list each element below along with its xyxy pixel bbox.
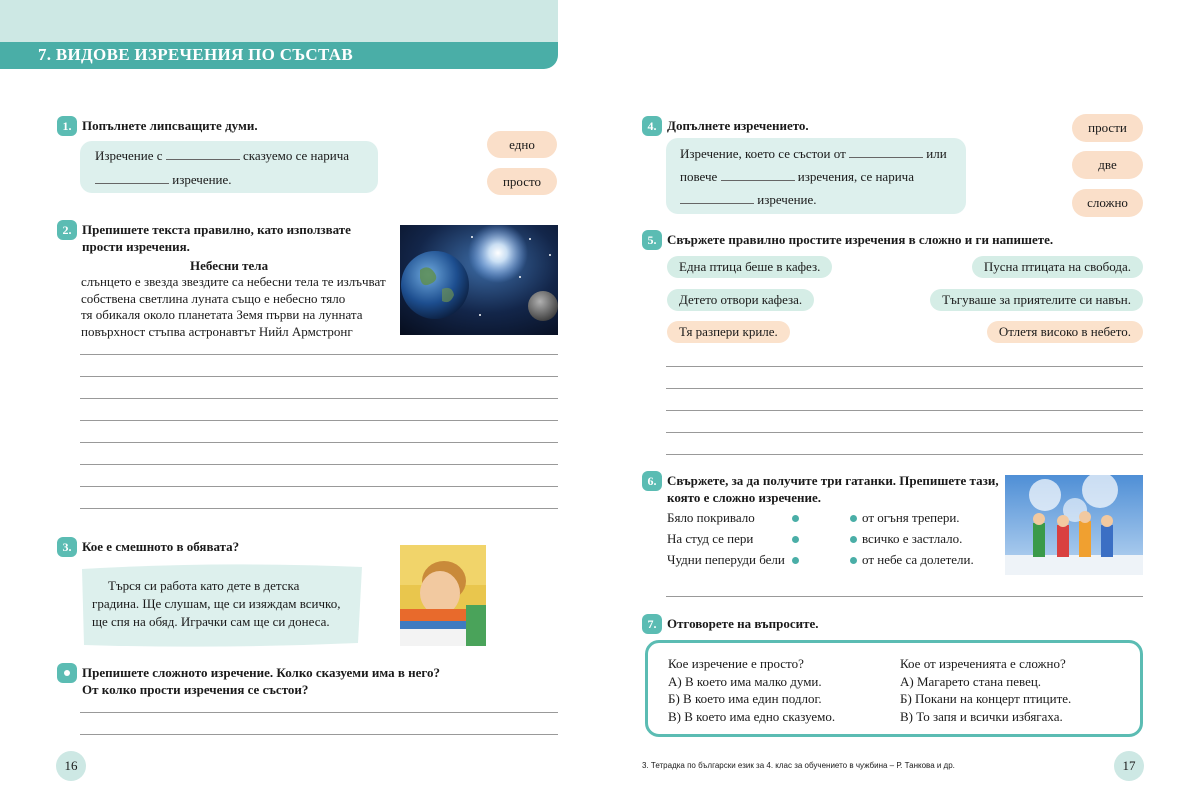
exercise-6-instruction — [667, 472, 999, 506]
question-1-text: Кое изречение е просто? — [668, 656, 804, 671]
exercise-1-bubble — [80, 141, 378, 193]
bonus-dot-icon — [64, 670, 70, 676]
answer-option[interactable]: Б) В което има един подлог. — [668, 691, 822, 706]
sentence-right-3[interactable]: Отлетя високо в небето. — [987, 321, 1143, 343]
text-line: повърхност стъпва астронавтът Нийл Армстронг — [81, 323, 353, 339]
writing-line[interactable] — [80, 734, 558, 735]
exercise-2-instruction — [82, 221, 351, 255]
exercise-1-instruction: Попълнете липсващите думи. — [82, 118, 258, 133]
writing-line[interactable] — [80, 712, 558, 713]
ex4-blank-1[interactable] — [849, 146, 923, 158]
word-option-prosto[interactable]: просто — [487, 168, 557, 195]
exercise-5-instruction: Свържете правилно простите изречения в сложно и ги напишете. — [667, 232, 1054, 247]
exercise-6-instruction-line2: която е сложно изречение. — [667, 490, 821, 505]
match-dot-right[interactable] — [850, 536, 857, 543]
match-dot-left[interactable] — [792, 536, 799, 543]
page-title: 7. ВИДОВЕ ИЗРЕЧЕНИЯ ПО СЪСТАВ — [0, 42, 558, 69]
page-number-left: 16 — [56, 751, 86, 781]
writing-line[interactable] — [80, 354, 558, 355]
writing-line[interactable] — [666, 410, 1143, 411]
text-body — [81, 274, 386, 340]
exercise-7-instruction: Отговорете на въпросите. — [667, 616, 819, 631]
answer-option[interactable]: Б) Покани на концерт птиците. — [900, 691, 1072, 706]
exercise-number-6: 6. — [642, 471, 662, 491]
riddle-left-1: Бяло покривало — [667, 510, 755, 525]
writing-line[interactable] — [666, 366, 1143, 367]
exercise-number-4: 4. — [642, 116, 662, 136]
children-snow-photo — [1005, 475, 1143, 575]
answer-option[interactable]: В) То запя и всички избягаха. — [900, 708, 1063, 724]
ad-line: Търся си работа като дете в детска — [108, 578, 300, 593]
questions-box — [645, 640, 1143, 737]
writing-line[interactable] — [80, 398, 558, 399]
question-2-text: Кое от изреченията е сложно? — [900, 656, 1066, 671]
riddle-left-2: На студ се пери — [667, 531, 754, 546]
ex4-line3-after: изречение. — [757, 192, 817, 207]
bonus-instruction-line2: От колко прости изречения се състои? — [82, 682, 309, 697]
riddle-left-3: Чудни пеперуди бели — [667, 552, 785, 567]
ex1-line1-before: Изречение с — [95, 148, 163, 163]
word-option-slozhno[interactable]: сложно — [1072, 189, 1143, 217]
ex4-blank-2[interactable] — [721, 169, 795, 181]
writing-line[interactable] — [80, 508, 558, 509]
footer-credit: 3. Тетрадка по български език за 4. клас за обучението в чужбина – Р. Танкова и др. — [642, 761, 955, 770]
ex4-line1-before: Изречение, което се състои от — [680, 146, 846, 161]
ex4-line2-after: изречения, се нарича — [797, 169, 914, 184]
writing-line[interactable] — [80, 464, 558, 465]
word-option-edno[interactable]: едно — [487, 131, 557, 158]
riddle-right-3: от небе са долетели. — [862, 552, 974, 567]
ex4-line2-before: повече — [680, 169, 718, 184]
question-2-block — [900, 655, 1071, 725]
writing-line[interactable] — [80, 486, 558, 487]
sleeping-child-photo — [400, 545, 486, 646]
writing-line[interactable] — [666, 432, 1143, 433]
writing-line[interactable] — [666, 454, 1143, 455]
ex1-line2-after: изречение. — [172, 172, 232, 187]
exercise-number-3: 3. — [57, 537, 77, 557]
sentence-left-3[interactable]: Тя разпери криле. — [667, 321, 790, 343]
question-1-block — [668, 655, 835, 725]
exercise-number-7: 7. — [642, 614, 662, 634]
word-option-prosti[interactable]: прости — [1072, 114, 1143, 142]
writing-line[interactable] — [80, 420, 558, 421]
exercise-number-1: 1. — [57, 116, 77, 136]
ex4-blank-3[interactable] — [680, 192, 754, 204]
ad-line: ще спя на обяд. Играчки сам ще си донеса. — [92, 614, 330, 629]
page-number-right: 17 — [1114, 751, 1144, 781]
answer-option[interactable]: А) В което има малко думи. — [668, 673, 822, 689]
match-dot-left[interactable] — [792, 515, 799, 522]
exercise-2-instruction-line1: Препишете текста правилно, като използвате — [82, 222, 351, 237]
match-dot-left[interactable] — [792, 557, 799, 564]
text-title: Небесни тела — [190, 258, 269, 273]
exercise-number-5: 5. — [642, 230, 662, 250]
writing-line[interactable] — [666, 596, 1143, 597]
writing-line[interactable] — [80, 376, 558, 377]
ad-text — [92, 577, 340, 631]
exercise-3-instruction: Кое е смешното в обявата? — [82, 539, 240, 554]
bonus-marker — [57, 663, 77, 683]
sentence-left-1[interactable]: Една птица беше в кафез. — [667, 256, 832, 278]
bonus-instruction — [82, 664, 440, 698]
space-planets-image — [400, 225, 558, 335]
match-dot-right[interactable] — [850, 515, 857, 522]
exercise-2-instruction-line2: прости изречения. — [82, 239, 190, 254]
ex1-line1-after: сказуемо се нарича — [242, 148, 350, 163]
exercise-6-instruction-line1: Свържете, за да получите три гатанки. Препишете тази, — [667, 473, 999, 488]
sentence-left-2[interactable]: Детето отвори кафеза. — [667, 289, 814, 311]
answer-option[interactable]: В) В което има едно сказуемо. — [668, 708, 836, 724]
writing-line[interactable] — [666, 388, 1143, 389]
sentence-right-2[interactable]: Тъгуваше за приятелите си навън. — [930, 289, 1143, 311]
match-dot-right[interactable] — [850, 557, 857, 564]
ex4-line1-after: или — [926, 146, 947, 161]
answer-option[interactable]: А) Магарето стана певец. — [900, 673, 1042, 689]
sentence-right-1[interactable]: Пусна птицата на свобода. — [972, 256, 1143, 278]
exercise-4-bubble — [666, 138, 966, 214]
writing-line[interactable] — [80, 442, 558, 443]
ex1-blank-1[interactable] — [166, 148, 240, 160]
text-line: собствена светлина луната също е небесно тяло — [81, 290, 346, 306]
ad-line: градина. Ще слушам, ще си изяждам всичко, — [92, 596, 341, 611]
ex1-blank-2[interactable] — [95, 172, 169, 184]
riddle-right-2: всичко е застлало. — [862, 531, 963, 546]
riddle-right-1: от огъня трепери. — [862, 510, 960, 525]
bonus-instruction-line1: Препишете сложното изречение. Колко сказуеми има в него? — [82, 665, 441, 680]
text-line: тя обикаля около планетата Земя първи на лунната — [81, 307, 363, 322]
exercise-4-instruction: Допълнете изречението. — [667, 118, 809, 133]
word-option-dve[interactable]: две — [1072, 151, 1143, 179]
text-line: слънцето е звезда звездите са небесни тела те излъчват — [81, 274, 386, 289]
exercise-number-2: 2. — [57, 220, 77, 240]
